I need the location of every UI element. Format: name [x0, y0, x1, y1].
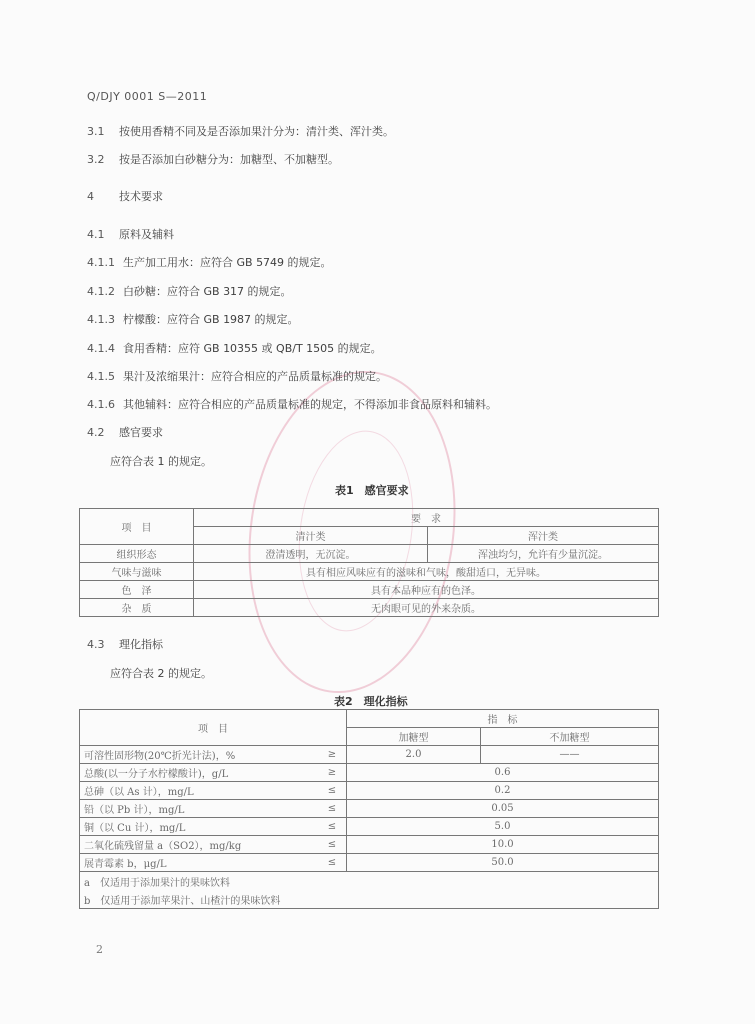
- t2-cell-merged: 5.0: [347, 818, 659, 836]
- table2-caption: 表2 理化指标: [334, 695, 408, 708]
- t2-sub-nosugar: 不加糖型: [481, 728, 659, 746]
- t1-cell-item: 杂 质: [80, 599, 194, 617]
- t2-cell-item: 铅（以 Pb 计），mg/L: [80, 800, 319, 818]
- t2-footnote-b: b 仅适用于添加苹果汁、山楂汁的果味饮料: [80, 890, 659, 909]
- t2-header-index: 指 标: [347, 710, 659, 728]
- t1-sub-clear: 清汁类: [194, 527, 428, 545]
- t2-cell-item: 铜（以 Cu 计），mg/L: [80, 818, 319, 836]
- t2-cell-merged: 0.6: [347, 764, 659, 782]
- t1-cell-merged: 具有相应风味应有的滋味和气味，酸甜适口，无异味。: [194, 563, 659, 581]
- physchem-table: [79, 709, 659, 909]
- clause-4-1-6: 4.1.6 其他辅料：应符合相应的产品质量标准的规定，不得添加非食品原料和辅料。: [87, 398, 497, 411]
- table-row: [80, 854, 659, 872]
- t1-sub-turbid: 浑汁类: [428, 527, 659, 545]
- t1-cell-merged: 具有本品种应有的色泽。: [194, 581, 659, 599]
- t2-cell-op: ≤: [318, 836, 347, 854]
- clause-4-1-2: 4.1.2 白砂糖：应符合 GB 317 的规定。: [87, 285, 292, 298]
- table-row: [80, 563, 659, 581]
- table-row: [80, 746, 659, 764]
- t2-sub-sugar: 加糖型: [347, 728, 481, 746]
- clause-4-3: 4.3 理化指标: [87, 638, 163, 651]
- table-row: [80, 800, 659, 818]
- t1-header-req: 要 求: [194, 509, 659, 527]
- t1-cell-turbid: 浑浊均匀，允许有少量沉淀。: [428, 545, 659, 563]
- table-row: [80, 764, 659, 782]
- t1-cell-clear: 澄清透明，无沉淀。: [194, 545, 428, 563]
- clause-4-1: 4.1 原料及辅料: [87, 228, 174, 241]
- t2-cell-nosugar: ——: [481, 746, 659, 764]
- t1-cell-merged: 无肉眼可见的外来杂质。: [194, 599, 659, 617]
- table1-caption: 表1 感官要求: [335, 484, 409, 497]
- table-row: [80, 836, 659, 854]
- t2-cell-op: ≥: [318, 764, 347, 782]
- section-4-heading: 4 技术要求: [87, 190, 163, 203]
- t2-cell-item: 二氧化硫残留量 a（SO2），mg/kg: [80, 836, 319, 854]
- t2-cell-merged: 50.0: [347, 854, 659, 872]
- t2-cell-item: 可溶性固形物(20℃折光计法)，%: [80, 746, 319, 764]
- t2-cell-item: 展青霉素 b，μg/L: [80, 854, 319, 872]
- t2-cell-merged: 0.2: [347, 782, 659, 800]
- table-row: [80, 599, 659, 617]
- table-row: [80, 581, 659, 599]
- sensory-table: [79, 508, 659, 617]
- clause-4-2: 4.2 感官要求: [87, 426, 163, 439]
- t1-cell-item: 组织形态: [80, 545, 194, 563]
- t2-cell-merged: 0.05: [347, 800, 659, 818]
- table-row: [80, 818, 659, 836]
- document-header: Q/DJY 0001 S—2011: [87, 90, 208, 103]
- table-row: [80, 545, 659, 563]
- clause-4-1-1: 4.1.1 生产加工用水：应符合 GB 5749 的规定。: [87, 256, 332, 269]
- t2-cell-op: ≤: [318, 854, 347, 872]
- t2-cell-merged: 10.0: [347, 836, 659, 854]
- physchem-note: 应符合表 2 的规定。: [110, 667, 212, 680]
- t2-cell-op: ≤: [318, 800, 347, 818]
- t2-cell-op: ≤: [318, 818, 347, 836]
- t1-cell-item: 色 泽: [80, 581, 194, 599]
- clause-3-2: 3.2 按是否添加白砂糖分为：加糖型、不加糖型。: [87, 153, 339, 166]
- t2-cell-op: ≥: [318, 746, 347, 764]
- t2-header-item: 项 目: [80, 710, 347, 746]
- clause-3-1: 3.1 按使用香精不同及是否添加果汁分为：清汁类、浑汁类。: [87, 125, 394, 138]
- table-row: [80, 782, 659, 800]
- t2-footnote-a: a 仅适用于添加果汁的果味饮料: [80, 872, 659, 891]
- sensory-note: 应符合表 1 的规定。: [110, 455, 212, 468]
- clause-4-1-4: 4.1.4 食用香精：应符 GB 10355 或 QB/T 1505 的规定。: [87, 342, 382, 355]
- t1-cell-item: 气味与滋味: [80, 563, 194, 581]
- clause-4-1-5: 4.1.5 果汁及浓缩果汁：应符合相应的产品质量标准的规定。: [87, 370, 387, 383]
- clause-4-1-3: 4.1.3 柠檬酸：应符合 GB 1987 的规定。: [87, 313, 299, 326]
- t2-cell-op: ≤: [318, 782, 347, 800]
- t2-cell-item: 总砷（以 As 计），mg/L: [80, 782, 319, 800]
- page-number: 2: [96, 943, 103, 956]
- t1-header-item: 项 目: [80, 509, 194, 545]
- t2-cell-item: 总酸(以一分子水柠檬酸计)，g/L: [80, 764, 319, 782]
- t2-cell-sugar: 2.0: [347, 746, 481, 764]
